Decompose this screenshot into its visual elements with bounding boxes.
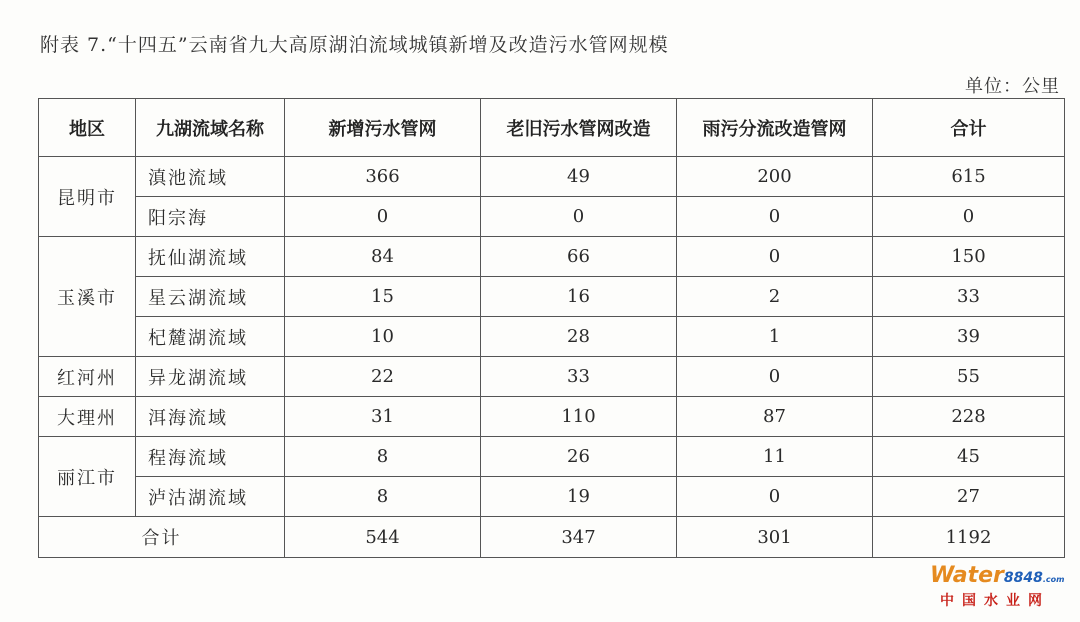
value-cell: 0 bbox=[677, 237, 873, 277]
value-cell: 0 bbox=[677, 357, 873, 397]
basin-cell: 异龙湖流域 bbox=[136, 357, 285, 397]
value-cell: 228 bbox=[873, 397, 1065, 437]
basin-cell: 洱海流域 bbox=[136, 397, 285, 437]
basin-cell: 星云湖流域 bbox=[136, 277, 285, 317]
table-row bbox=[39, 197, 1065, 237]
value-cell: 33 bbox=[873, 277, 1065, 317]
value-cell: 11 bbox=[677, 437, 873, 477]
header-region: 地区 bbox=[39, 99, 136, 157]
value-cell: 0 bbox=[677, 477, 873, 517]
value-cell: 16 bbox=[481, 277, 677, 317]
value-cell: 27 bbox=[873, 477, 1065, 517]
table-row bbox=[39, 437, 1065, 477]
header-old-pipe: 老旧污水管网改造 bbox=[481, 99, 677, 157]
table-row bbox=[39, 277, 1065, 317]
basin-cell: 抚仙湖流域 bbox=[136, 237, 285, 277]
value-cell: 366 bbox=[285, 157, 481, 197]
region-cell: 丽江市 bbox=[39, 437, 136, 517]
basin-cell: 杞麓湖流域 bbox=[136, 317, 285, 357]
value-cell: 1 bbox=[677, 317, 873, 357]
value-cell: 15 bbox=[285, 277, 481, 317]
watermark-logo bbox=[930, 563, 1065, 610]
table-row bbox=[39, 357, 1065, 397]
value-cell: 150 bbox=[873, 237, 1065, 277]
total-value: 1192 bbox=[873, 517, 1065, 558]
watermark-number: 8848 bbox=[1003, 570, 1043, 586]
value-cell: 26 bbox=[481, 437, 677, 477]
basin-cell: 滇池流域 bbox=[136, 157, 285, 197]
data-table bbox=[38, 98, 1065, 558]
value-cell: 39 bbox=[873, 317, 1065, 357]
header-separation: 雨污分流改造管网 bbox=[677, 99, 873, 157]
value-cell: 28 bbox=[481, 317, 677, 357]
basin-cell: 程海流域 bbox=[136, 437, 285, 477]
value-cell: 49 bbox=[481, 157, 677, 197]
value-cell: 110 bbox=[481, 397, 677, 437]
table-row bbox=[39, 397, 1065, 437]
table-row bbox=[39, 477, 1065, 517]
watermark-chinese: 中国水业网 bbox=[940, 593, 1050, 609]
value-cell: 10 bbox=[285, 317, 481, 357]
value-cell: 22 bbox=[285, 357, 481, 397]
header-new-pipe: 新增污水管网 bbox=[285, 99, 481, 157]
basin-cell: 阳宗海 bbox=[136, 197, 285, 237]
value-cell: 2 bbox=[677, 277, 873, 317]
region-cell: 红河州 bbox=[39, 357, 136, 397]
unit-label: 单位：公里 bbox=[965, 76, 1060, 97]
value-cell: 19 bbox=[481, 477, 677, 517]
header-row bbox=[39, 99, 1065, 157]
value-cell: 33 bbox=[481, 357, 677, 397]
value-cell: 31 bbox=[285, 397, 481, 437]
header-basin: 九湖流域名称 bbox=[136, 99, 285, 157]
region-cell: 大理州 bbox=[39, 397, 136, 437]
value-cell: 45 bbox=[873, 437, 1065, 477]
basin-cell: 泸沽湖流域 bbox=[136, 477, 285, 517]
value-cell: 87 bbox=[677, 397, 873, 437]
total-value: 544 bbox=[285, 517, 481, 558]
total-value: 347 bbox=[481, 517, 677, 558]
header-sum: 合计 bbox=[873, 99, 1065, 157]
total-label: 合计 bbox=[39, 517, 285, 558]
table-row bbox=[39, 157, 1065, 197]
value-cell: 84 bbox=[285, 237, 481, 277]
table-row bbox=[39, 237, 1065, 277]
value-cell: 0 bbox=[481, 197, 677, 237]
value-cell: 200 bbox=[677, 157, 873, 197]
table-title: 附表 7.“十四五”云南省九大高原湖泊流域城镇新增及改造污水管网规模 bbox=[40, 34, 669, 56]
value-cell: 55 bbox=[873, 357, 1065, 397]
value-cell: 615 bbox=[873, 157, 1065, 197]
watermark-brand: Water bbox=[930, 563, 1004, 588]
value-cell: 8 bbox=[285, 437, 481, 477]
value-cell: 66 bbox=[481, 237, 677, 277]
value-cell: 8 bbox=[285, 477, 481, 517]
watermark-domain: .com bbox=[1042, 575, 1065, 584]
value-cell: 0 bbox=[677, 197, 873, 237]
region-cell: 昆明市 bbox=[39, 157, 136, 237]
region-cell: 玉溪市 bbox=[39, 237, 136, 357]
value-cell: 0 bbox=[873, 197, 1065, 237]
total-value: 301 bbox=[677, 517, 873, 558]
table-row bbox=[39, 317, 1065, 357]
total-row bbox=[39, 517, 1065, 558]
value-cell: 0 bbox=[285, 197, 481, 237]
